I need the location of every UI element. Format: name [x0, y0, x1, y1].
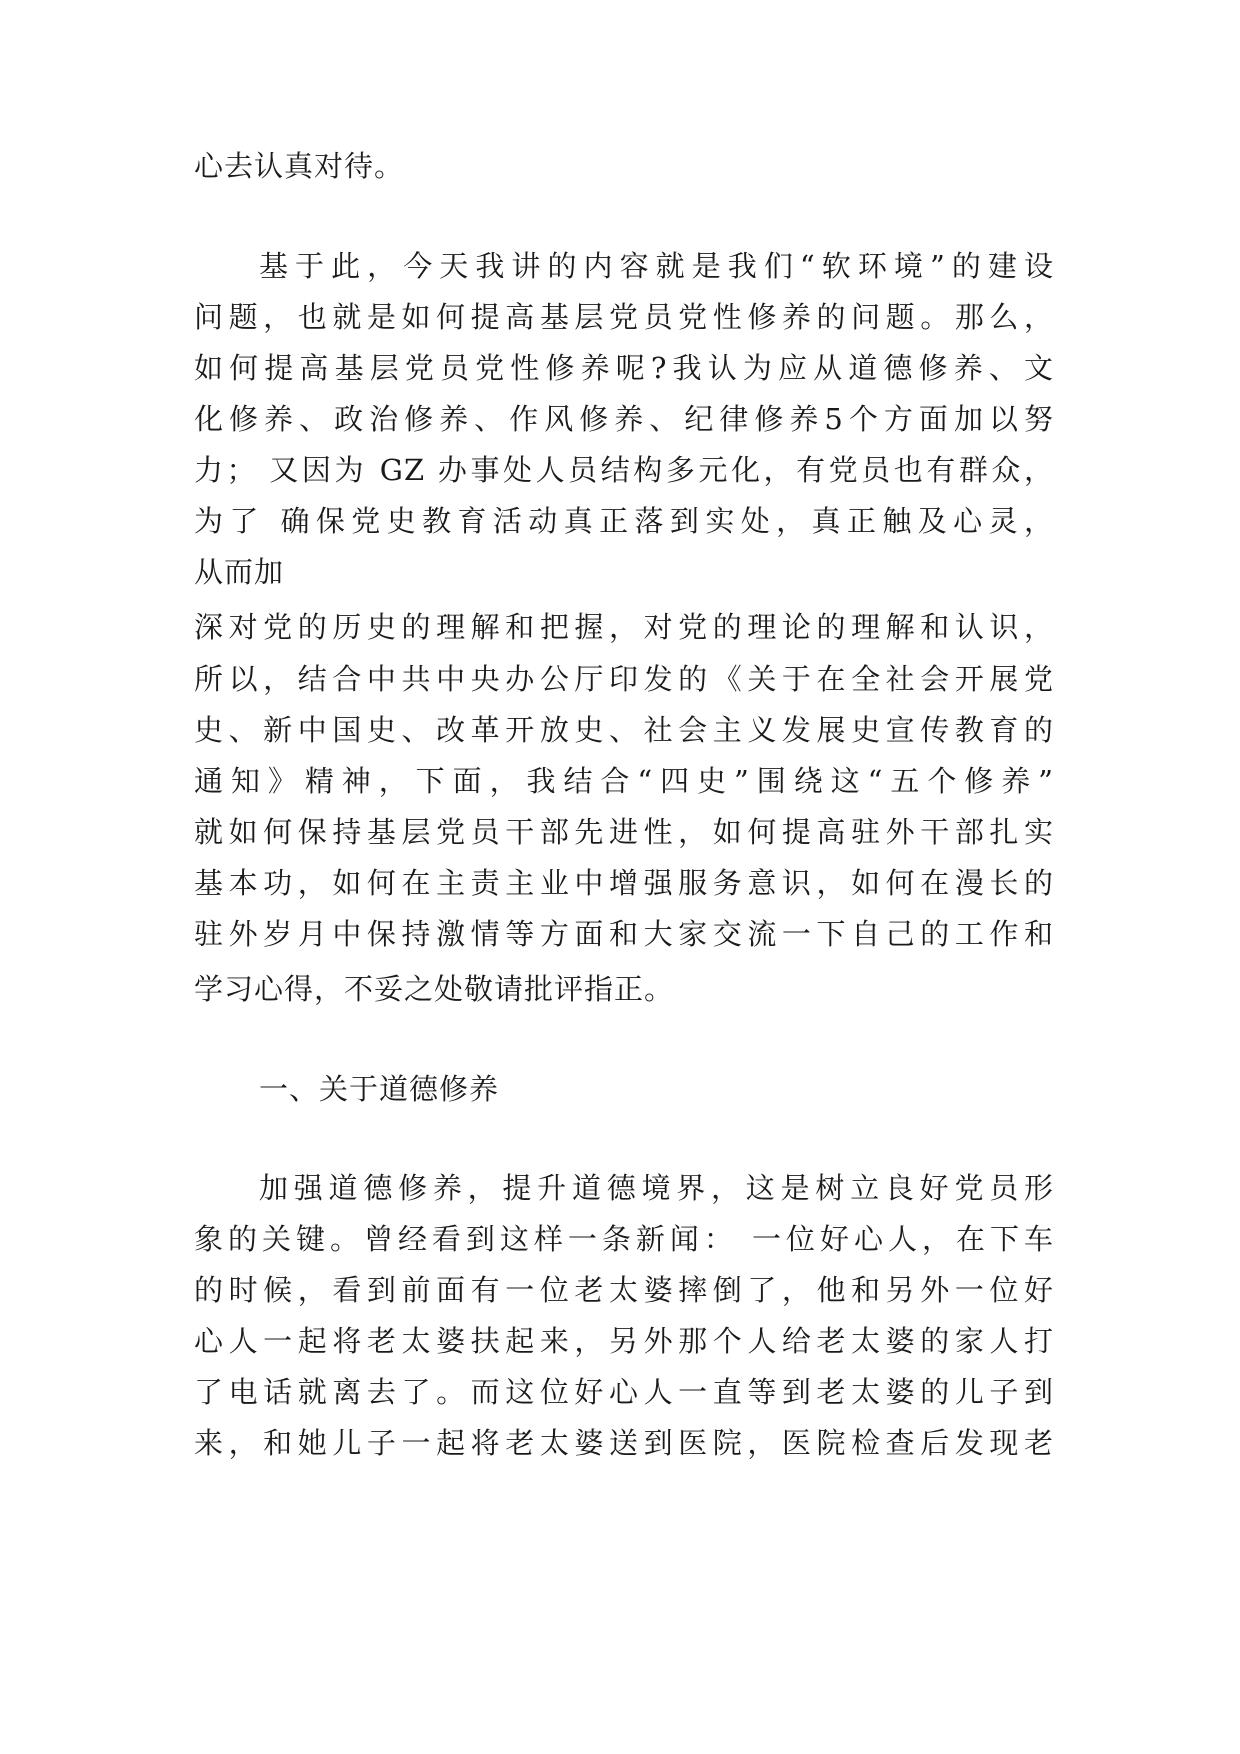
text-line: 来，和她儿子一起将老太婆送到医院，医院检查后发现老 — [194, 1426, 1054, 1460]
text-line: 心人一起将老太婆扶起来，另外那个人给老太婆的家人打 — [194, 1324, 1054, 1358]
text-line: 心去认真对待。 — [194, 149, 405, 183]
section-heading: 一、关于道德修养 — [259, 1072, 500, 1106]
text-line: 通知》精神，下面，我结合“四史”围绕这“五个修养” — [194, 764, 1054, 798]
text-line: 加强道德修养，提升道德境界，这是树立良好党员形 — [259, 1171, 1054, 1205]
text-line: 就如何保持基层党员干部先进性，如何提高驻外干部扎实 — [194, 815, 1054, 849]
text-line: 驻外岁月中保持激情等方面和大家交流一下自己的工作和 — [194, 917, 1054, 951]
text-line: 力； 又因为 GZ 办事处人员结构多元化，有党员也有群众， — [194, 453, 1054, 487]
text-line: 如何提高基层党员党性修养呢?我认为应从道德修养、文 — [194, 351, 1054, 385]
text-line: 为了 确保党史教育活动真正落到实处，真正触及心灵， — [194, 504, 1054, 538]
text-line: 深对党的历史的理解和把握，对党的理论的理解和认识， — [194, 610, 1054, 644]
text-line: 问题，也就是如何提高基层党员党性修养的问题。那么， — [194, 300, 1054, 334]
text-line: 化修养、政治修养、作风修养、纪律修养5个方面加以努 — [194, 402, 1054, 436]
text-line: 学习心得，不妥之处敬请批评指正。 — [194, 972, 675, 1006]
text-line: 象的关键。曾经看到这样一条新闻： 一位好心人，在下车 — [194, 1222, 1054, 1256]
text-line: 从而加 — [194, 555, 285, 589]
text-line: 的时候，看到前面有一位老太婆摔倒了，他和另外一位好 — [194, 1273, 1054, 1307]
text-line: 所以，结合中共中央办公厅印发的《关于在全社会开展党 — [194, 662, 1054, 696]
text-line: 基于此，今天我讲的内容就是我们“软环境”的建设 — [259, 249, 1054, 283]
text-line: 史、新中国史、改革开放史、社会主义发展史宣传教育的 — [194, 713, 1054, 747]
text-line: 了电话就离去了。而这位好心人一直等到老太婆的儿子到 — [194, 1375, 1054, 1409]
text-line: 基本功，如何在主责主业中增强服务意识，如何在漫长的 — [194, 866, 1054, 900]
